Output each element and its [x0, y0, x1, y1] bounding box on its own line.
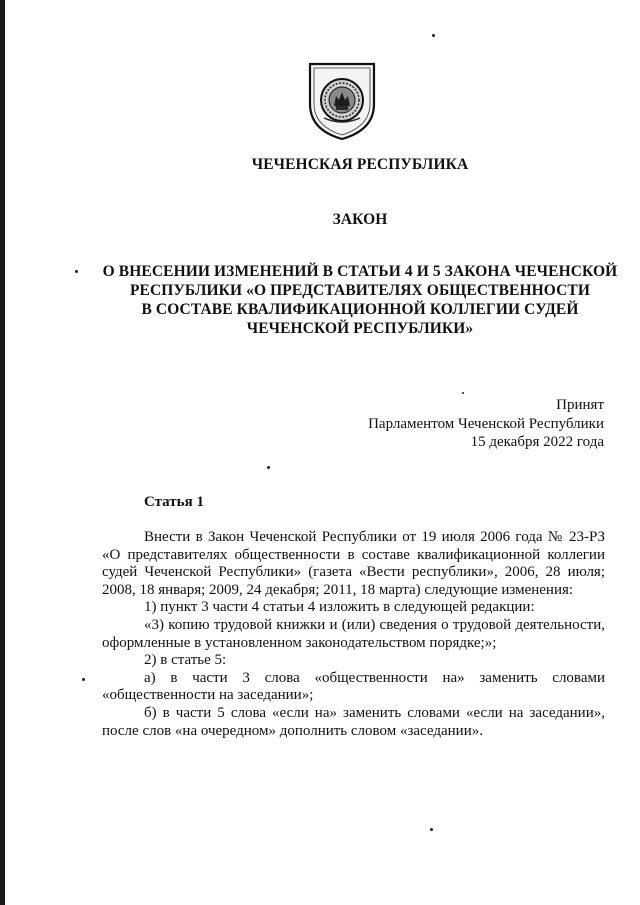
- article-paragraph: 1) пункт 3 части 4 статьи 4 изложить в следующей редакции:: [144, 599, 535, 616]
- adoption-date: 15 декабря 2022 года: [470, 434, 604, 450]
- scan-left-edge: [0, 0, 5, 905]
- article-paragraph: «3) копию трудовой книжки и (или) сведения о трудовой деятельности, оформленные в установленном законодательством порядке;»;: [102, 616, 605, 651]
- republic-name: ЧЕЧЕНСКАЯ РЕСПУБЛИКА: [251, 156, 469, 173]
- scan-speck: [75, 270, 78, 273]
- article-body: [102, 529, 605, 740]
- law-title-line: ЧЕЧЕНСКОЙ РЕСПУБЛИКИ»: [246, 320, 474, 337]
- article-heading: Статья 1: [144, 494, 204, 510]
- adoption-block: [368, 396, 604, 452]
- article-paragraph: а) в части 3 слова «общественности на» заменить словами «общественности на заседании»;: [102, 669, 605, 704]
- adopted-by: Парламентом Чеченской Республики: [368, 415, 604, 432]
- law-title-line: О ВНЕСЕНИИ ИЗМЕНЕНИЙ В СТАТЬИ 4 И 5 ЗАКОНА ЧЕЧЕНСКОЙ: [102, 263, 618, 280]
- scan-speck: [267, 466, 270, 469]
- law-title-line: РЕСПУБЛИКИ «О ПРЕДСТАВИТЕЛЯХ ОБЩЕСТВЕННОСТИ: [129, 282, 591, 299]
- law-title: [80, 262, 640, 338]
- law-title-line: В СОСТАВЕ КВАЛИФИКАЦИОННОЙ КОЛЛЕГИИ СУДЕЙ: [141, 301, 579, 318]
- article-paragraph: Внести в Закон Чеченской Республики от 19 июля 2006 года № 23-РЗ «О представителях общественности в составе квалификационной коллегии судей Чеченской Республики» (газета «Вести республики», 2006, 28 июля; 2008, 18 января; 2009, 24 декабря; 2011, 18 марта) следующие изменения:: [102, 529, 605, 598]
- coat-of-arms-emblem: [306, 60, 378, 142]
- adopted-label: Принят: [556, 397, 604, 413]
- article-paragraph: 2) в статье 5:: [144, 652, 227, 669]
- scan-speck: [462, 392, 464, 394]
- scan-speck: [432, 34, 435, 37]
- scan-speck: [430, 828, 433, 831]
- document-type: ЗАКОН: [332, 211, 388, 228]
- scan-speck: [82, 678, 85, 681]
- article-paragraph: б) в части 5 слова «если на» заменить словами «если на заседании», после слов «на очередном» дополнить словом «заседании».: [102, 704, 605, 739]
